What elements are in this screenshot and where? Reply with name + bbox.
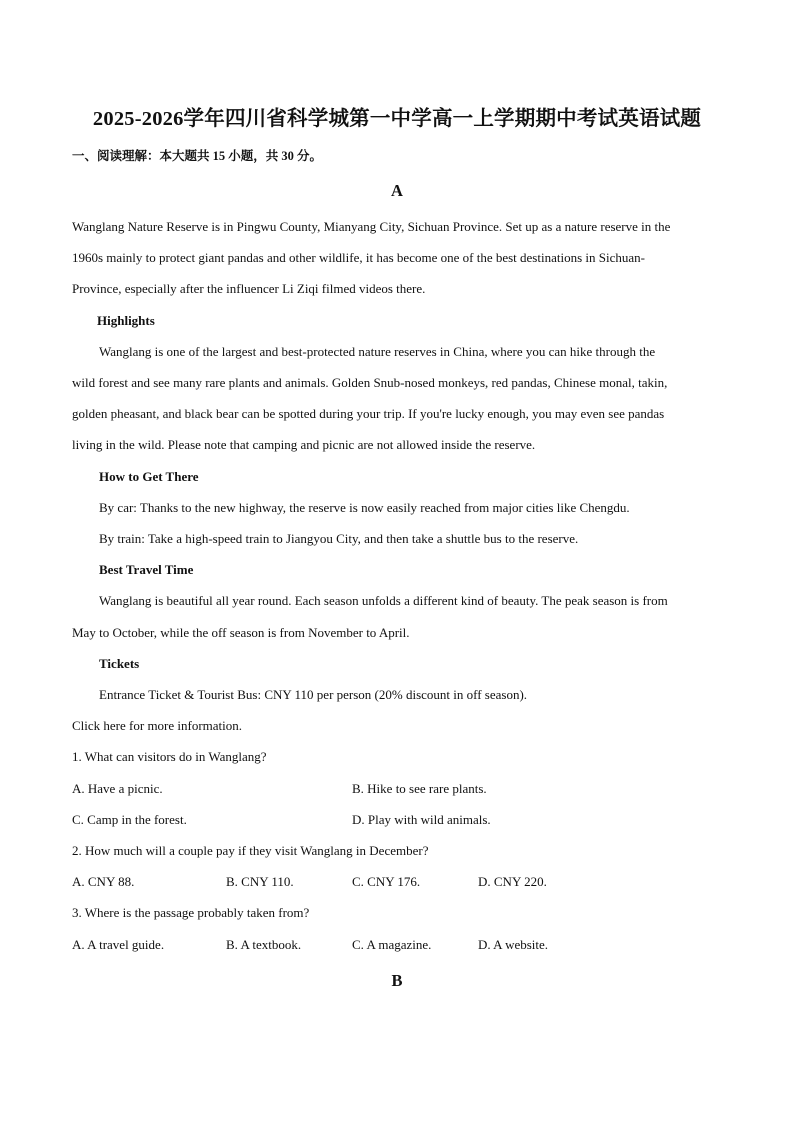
highlights-line: wild forest and see many rare plants and animals. Golden Snub-nosed monkeys, red pandas, Chinese monal, takin, [72,375,668,390]
question-stem: 2. How much will a couple pay if they visit Wanglang in December? [72,843,429,858]
how-to-get-there-heading: How to Get There [99,469,199,484]
answer-option[interactable]: A. A travel guide. [72,937,165,952]
question-stem: 3. Where is the passage probably taken from? [72,905,310,920]
answer-option[interactable]: A. CNY 88. [72,874,135,889]
answer-option[interactable]: D. A website. [478,937,549,952]
answer-option[interactable]: C. CNY 176. [352,874,421,889]
section-note: 一、阅读理解：本大题共 15 小题，共 30 分。 [72,149,323,163]
part-a-heading: A [391,181,403,200]
answer-option[interactable]: B. A textbook. [226,937,302,952]
highlights-heading: Highlights [97,313,155,328]
answer-option[interactable]: B. Hike to see rare plants. [352,781,487,796]
highlights-line: living in the wild. Please note that camping and picnic are not allowed inside the reserve. [72,437,536,452]
intro-line: 1960s mainly to protect giant pandas and other wildlife, it has become one of the best destinations in Sichuan- [72,250,645,265]
intro-line: Wanglang Nature Reserve is in Pingwu County, Mianyang City, Sichuan Province. Set up as a nature reserve in the [72,219,671,234]
highlights-line: Wanglang is one of the largest and best-protected nature reserves in China, where you can hike through the [99,344,656,359]
best-time-line: May to October, while the off season is from November to April. [72,625,410,640]
question-stem: 1. What can visitors do in Wanglang? [72,749,267,764]
intro-line: Province, especially after the influencer Li Ziqi filmed videos there. [72,281,426,296]
highlights-line: golden pheasant, and black bear can be spotted during your trip. If you're lucky enough, you may even see pandas [72,406,665,421]
tickets-line: Entrance Ticket & Tourist Bus: CNY 110 per person (20% discount in off season). [99,687,528,702]
best-travel-time-heading: Best Travel Time [99,562,194,577]
answer-option[interactable]: B. CNY 110. [226,874,294,889]
by-car-line: By car: Thanks to the new highway, the reserve is now easily reached from major cities like Chengdu. [99,500,630,515]
tickets-heading: Tickets [99,656,140,671]
page-title: 2025-2026学年四川省科学城第一中学高一上学期期中考试英语试题 [92,108,702,130]
more-info-link[interactable]: Click here for more information. [72,718,243,733]
answer-option[interactable]: C. A magazine. [352,937,432,952]
answer-option[interactable]: C. Camp in the forest. [72,812,187,827]
answer-option[interactable]: D. CNY 220. [478,874,547,889]
answer-option[interactable]: A. Have a picnic. [72,781,163,796]
part-b-heading: B [391,971,403,990]
answer-option[interactable]: D. Play with wild animals. [352,812,491,827]
by-train-line: By train: Take a high-speed train to Jiangyou City, and then take a shuttle bus to the reserve. [99,531,579,546]
best-time-line: Wanglang is beautiful all year round. Each season unfolds a different kind of beauty. The peak season is from [99,593,668,608]
